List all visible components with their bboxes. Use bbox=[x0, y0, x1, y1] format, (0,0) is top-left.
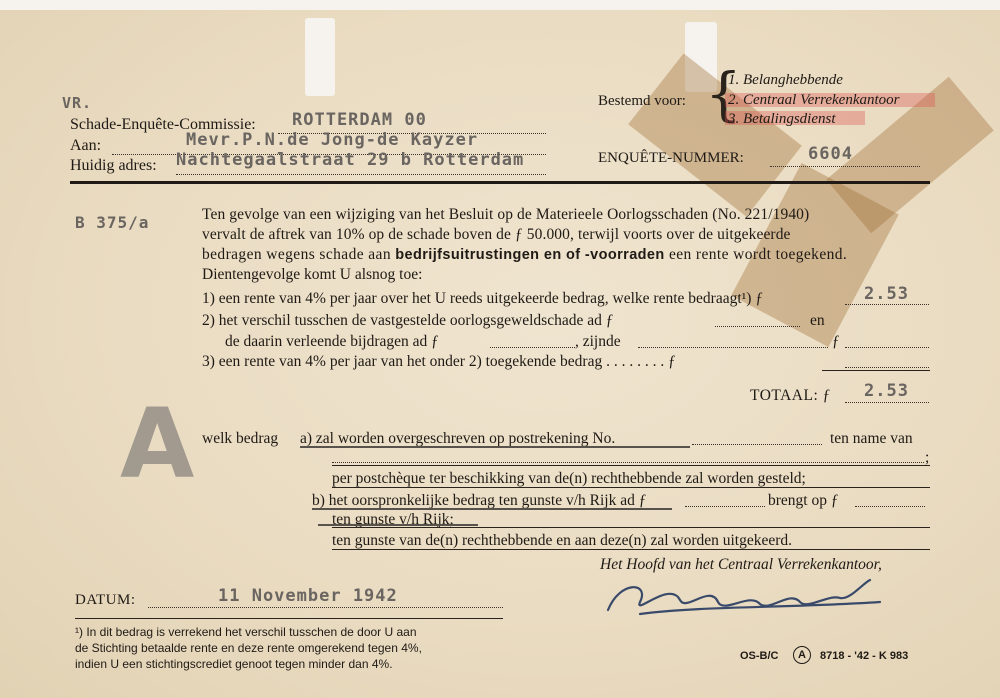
footnote-line-3: indien U een stichtingscrediet genoot tegen minder dan 4%. bbox=[75, 657, 393, 671]
strike-option-b2 bbox=[318, 524, 478, 526]
paper-notch bbox=[305, 18, 335, 96]
bestemd-item-3: 3. Betalingsdienst bbox=[728, 111, 836, 127]
footnote-rule bbox=[75, 618, 503, 619]
adres-label: Huidig adres: bbox=[70, 157, 157, 174]
item-2b-f: ƒ bbox=[832, 333, 840, 350]
paragraph-line-3: bedragen wegens schade aan bedrijfsuitrustingen en of -voorraden een rente wordt toegekend. bbox=[202, 246, 848, 263]
paragraph-line-4: Dientengevolge komt U alsnog toe: bbox=[202, 266, 423, 283]
footnote-line-1: ¹) In dit bedrag is verrekend het verschil tusschen de door U aan bbox=[75, 625, 417, 639]
item-3-line bbox=[845, 367, 929, 368]
option-a2-rule bbox=[332, 487, 930, 488]
postrekening-line bbox=[692, 444, 822, 445]
commission-value: ROTTERDAM 00 bbox=[292, 110, 427, 130]
item-2b-line bbox=[490, 347, 575, 348]
paragraph-line-1: Ten gevolge van een wijziging van het Besluit op de Materieele Oorlogsschaden (No. 221/1940) bbox=[202, 206, 810, 223]
enquete-line bbox=[770, 166, 920, 167]
item-1: 1) een rente van 4% per jaar over het U reeds uitgekeerde bedrag, welke rente bedraagt¹) ƒ bbox=[202, 290, 764, 307]
totaal-label: TOTAAL: ƒ bbox=[750, 387, 831, 404]
brace: { bbox=[705, 60, 742, 128]
semicolon: ; bbox=[925, 449, 930, 466]
item-1-line bbox=[845, 304, 929, 305]
name-line bbox=[332, 462, 924, 463]
option-b3: ten gunste van de(n) rechthebbende en aan deze(n) zal worden uitgekeerd. bbox=[332, 532, 793, 549]
signature bbox=[600, 572, 890, 627]
strike-option-b bbox=[312, 508, 672, 510]
form-code: OS-B/C bbox=[740, 650, 779, 662]
paragraph-line-2: vervalt de aftrek van 10% op de schade boven de ƒ 50.000, terwijl voorts over de uitgekeerde bbox=[202, 226, 791, 243]
item-1-value: 2.53 bbox=[864, 284, 909, 304]
item-2b-value-line bbox=[845, 347, 929, 348]
brengt-op-line bbox=[855, 506, 925, 507]
option-a2: per postchèque ter beschikking van de(n) rechthebbende zal worden gesteld; bbox=[332, 470, 806, 487]
adres-line bbox=[176, 174, 546, 175]
option-a: a) zal worden overgeschreven op postrekening No. bbox=[300, 430, 616, 447]
sum-rule bbox=[822, 370, 930, 371]
header-divider bbox=[70, 181, 930, 184]
stamp-letter: A bbox=[120, 388, 195, 500]
item-2a: 2) het verschil tusschen de vastgestelde oorlogsgeweldschade ad ƒ bbox=[202, 312, 614, 329]
paper-top-edge bbox=[0, 0, 1000, 10]
datum-line bbox=[148, 607, 503, 608]
option-b3-rule bbox=[332, 549, 930, 550]
item-2a-en: en bbox=[810, 312, 825, 329]
totaal-line bbox=[845, 402, 929, 403]
enquete-value: 6604 bbox=[808, 144, 853, 164]
option-a-rule bbox=[332, 465, 930, 466]
reference-code: B 375/a bbox=[75, 213, 150, 232]
option-b2: ten gunste v/h Rijk; bbox=[332, 511, 454, 528]
totaal-value: 2.53 bbox=[864, 381, 909, 401]
item-2b-dots bbox=[638, 347, 828, 348]
aan-value: Mevr.P.N.de Jong-de Kayzer bbox=[186, 130, 479, 150]
bestemd-label: Bestemd voor: bbox=[598, 93, 686, 109]
printer-mark: A bbox=[793, 646, 811, 664]
signer-title: Het Hoofd van het Centraal Verrekenkantoor, bbox=[600, 556, 882, 573]
item-2b-zijnde: , zijnde bbox=[575, 333, 621, 350]
item-2a-line bbox=[715, 326, 800, 327]
option-b2-rule bbox=[332, 527, 930, 528]
rijk-amount-line bbox=[685, 506, 765, 507]
item-2b: de daarin verleende bijdragen ad ƒ bbox=[225, 333, 439, 350]
item-3: 3) een rente van 4% per jaar van het onder 2) toegekende bedrag . . . . . . . . ƒ bbox=[202, 353, 676, 370]
enquete-label: ENQUÊTE-NUMMER: bbox=[598, 150, 744, 166]
option-a-tail: ten name van bbox=[830, 430, 913, 447]
vr-mark: VR. bbox=[62, 94, 93, 112]
bestemd-item-2: 2. Centraal Verrekenkantoor bbox=[728, 92, 900, 108]
adres-value: Nachtegaalstraat 29 b Rotterdam bbox=[176, 150, 525, 170]
bestemd-item-1: 1. Belanghebbende bbox=[728, 72, 843, 88]
option-b: b) het oorspronkelijke bedrag ten gunste v/h Rijk ad ƒ bbox=[312, 492, 647, 509]
footnote-line-2: de Stichting betaalde rente en deze rente omgerekend tegen 4%, bbox=[75, 641, 422, 655]
strike-option-a bbox=[300, 446, 690, 448]
datum-label: DATUM: bbox=[75, 592, 136, 608]
datum-value: 11 November 1942 bbox=[218, 586, 398, 606]
welk-label: welk bedrag bbox=[202, 430, 279, 447]
aan-label: Aan: bbox=[70, 137, 102, 154]
print-code: 8718 - '42 - K 983 bbox=[820, 650, 909, 662]
option-b-mid: brengt op ƒ bbox=[768, 492, 839, 509]
damage-category: bedrijfsuitrustingen en of -voorraden bbox=[395, 247, 665, 263]
commission-label: Schade-Enquête-Commissie: bbox=[70, 116, 256, 133]
